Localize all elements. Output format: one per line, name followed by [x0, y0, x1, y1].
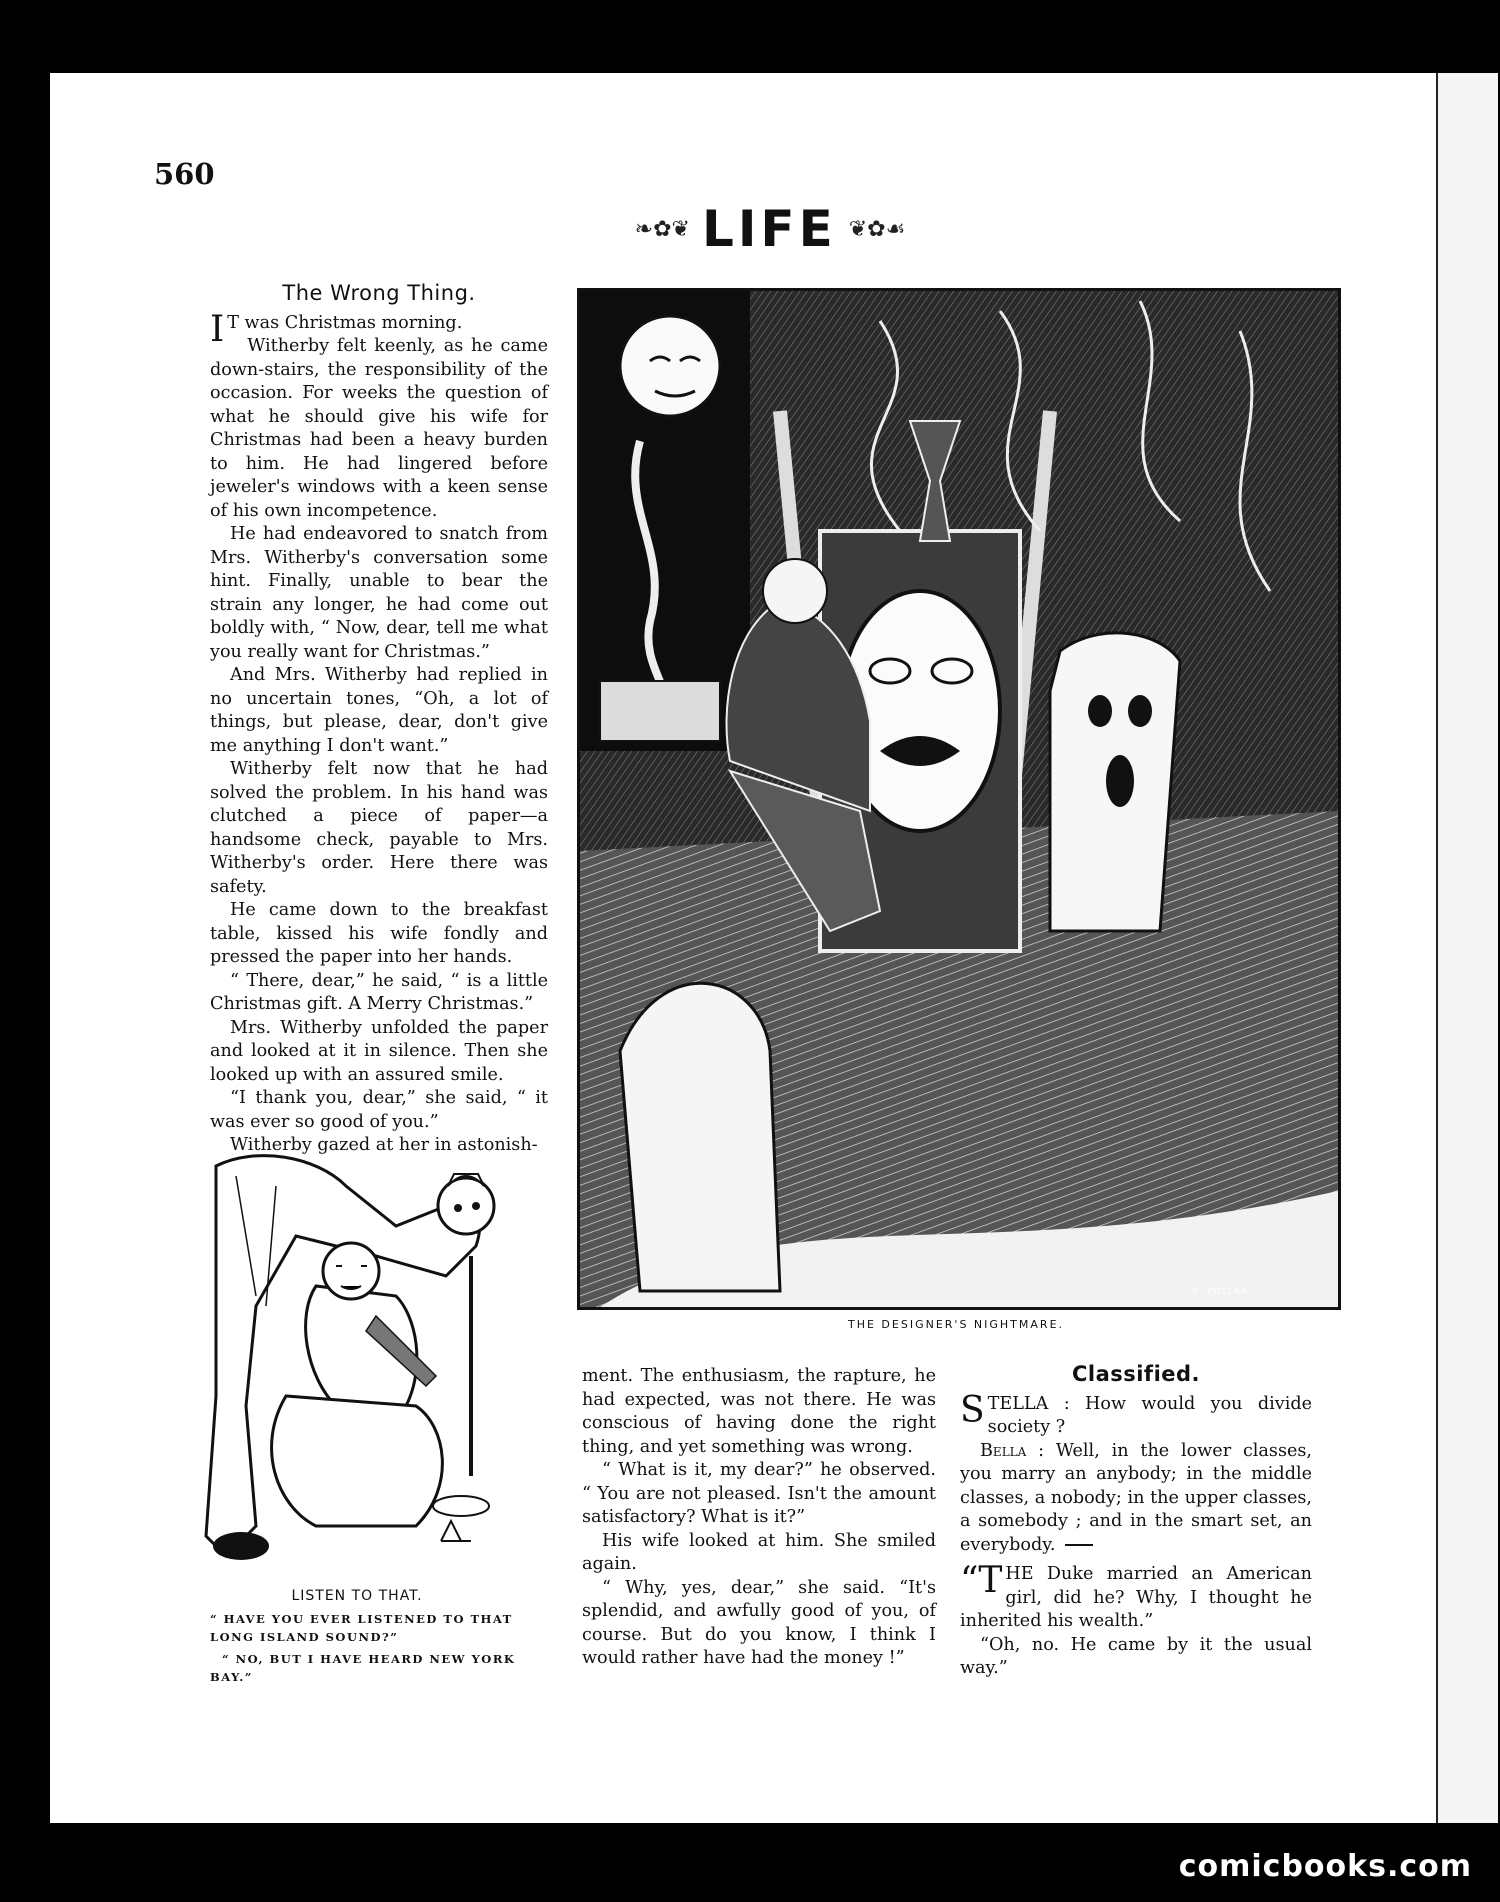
article-paragraph: I T was Christmas morning. [210, 308, 463, 350]
article-paragraph: “ There, dear,” he said, “ is a little Christmas gift. A Merry Christmas.” [210, 970, 548, 1014]
masthead-logo: LIFE [701, 200, 837, 258]
masthead-right-ornament: ❦✿☙ [848, 216, 906, 242]
classified-column [960, 1363, 1312, 1681]
listen-to-that-illustration [196, 1146, 518, 1578]
separator-rule [1065, 1544, 1093, 1546]
article-paragraph: He came down to the breakfast table, kissed his wife fondly and pressed the paper into her hands. [210, 900, 548, 967]
article-paragraph: Witherby felt keenly, as he came down-stairs, the responsibility of the occasion. For weeks the question of what he should give his wife for Christmas had been a heavy burden to him. He had lingered before jeweler's windows with a keen sense of his own incompetence. [210, 336, 548, 521]
page-number: 560 [154, 157, 215, 191]
article-title: The Wrong Thing. [282, 281, 476, 305]
article-paragraph: His wife looked at him. She smiled again. [582, 1530, 936, 1574]
article-paragraph: ment. The enthusiasm, the rapture, he had expected, was not there. He was conscious of having done the right thing, and yet something was wrong. [582, 1366, 936, 1457]
designers-nightmare-drawing [580, 291, 1338, 1307]
article-paragraph: “ Why, yes, dear,” she said. “It's splendid, and awfully good of you, of course. But do you know, I think I would rather have had the money !” [582, 1577, 936, 1668]
duke-joke-line: “T HE Duke married an American girl, did he? Why, I thought he inherited his wealth.” [960, 1560, 1312, 1631]
stella-line: STELLA : How would you divide society ? [960, 1389, 1313, 1437]
dialogue-line-2: “ NO, BUT I HAVE HEARD NEW YORK BAY.” [210, 1652, 516, 1684]
listen-to-that-dialogue [210, 1610, 550, 1686]
article-paragraph: “ What is it, my dear?” he observed. “ You are not pleased. Isn't the amount satisfactory? What is it?” [582, 1460, 936, 1527]
article-paragraph: He had endeavored to snatch from Mrs. Witherby's conversation some hint. Finally, unable to bear the strain any longer, he had come out boldly with, “ Now, dear, tell me what you really want for Christmas.” [210, 524, 548, 662]
stella-dropcap: S [960, 1389, 985, 1431]
bella-line: Bella : Well, in the lower classes, you marry an anybody; in the middle classes, a nobody; in the upper classes, a somebody ; and in the smart set, an everybody. [960, 1440, 1313, 1555]
dialogue-line-1: “ HAVE YOU EVER LISTENED TO THAT LONG ISLAND SOUND?” [210, 1612, 513, 1644]
masthead [540, 198, 1000, 260]
duke-joke-dropcap: “T [960, 1560, 1003, 1601]
masthead-left-ornament: ❧✿❦ [634, 216, 690, 242]
stella-speaker: TELLA : [987, 1393, 1070, 1414]
article-column-2 [582, 1365, 936, 1671]
article-paragraph: Mrs. Witherby unfolded the paper and looked at it in silence. Then she looked up with an assured smile. [210, 1017, 548, 1085]
designers-nightmare-illustration [577, 288, 1341, 1310]
article-paragraph: Witherby felt now that he had solved the problem. In his hand was clutched a piece of paper—a handsome check, payable to Mrs. Witherby's order. Here there was safety. [210, 759, 548, 897]
duke-joke-reply: “Oh, no. He came by it the usual way.” [960, 1634, 1312, 1678]
article-dropcap: I [210, 308, 225, 350]
article-paragraph: And Mrs. Witherby had replied in no uncertain tones, “Oh, a lot of things, but please, dear, don't give me anything I don't want.” [210, 665, 548, 756]
article-paragraph: “I thank you, dear,” she said, “ it was ever so good of you.” [210, 1088, 548, 1132]
article-paragraph: Witherby gazed at her in astonish- [230, 1135, 538, 1155]
listen-to-that-caption: LISTEN TO THAT. [291, 1588, 423, 1604]
bella-speaker: Bella : [980, 1440, 1045, 1461]
listen-to-that-drawing [196, 1146, 518, 1578]
designers-nightmare-caption: THE DESIGNER'S NIGHTMARE. [847, 1318, 1065, 1331]
classified-title: Classified. [1071, 1362, 1201, 1386]
illustrator-signature: E. POLLAK [1192, 1287, 1248, 1297]
watermark: comicbooks.com [1178, 1849, 1472, 1884]
article-column-1 [210, 282, 548, 1158]
next-page-edge [1436, 73, 1498, 1823]
